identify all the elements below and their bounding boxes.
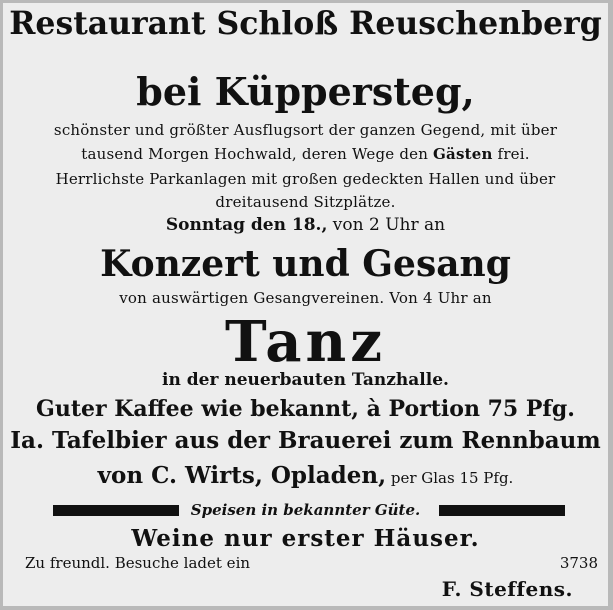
- brewery-name: von C. Wirts, Opladen,: [97, 462, 387, 489]
- description-line-3: Herrlichste Parkanlagen mit großen gedeckten Hallen und über: [55, 170, 556, 188]
- guests-word: Gästen: [433, 145, 493, 163]
- beer-offer-line-2: [3, 462, 608, 489]
- beer-offer-line-1: Ia. Tafelbier aus der Brauerei zum Rennbaum: [10, 427, 601, 454]
- description-line-4: dreitausend Sitzplätze.: [215, 193, 396, 211]
- event-date-time: von 2 Uhr an: [327, 215, 446, 235]
- event-date: [3, 215, 608, 235]
- newspaper-advertisement: [3, 3, 608, 606]
- choir-info: von auswärtigen Gesangvereinen. Von 4 Uhr an: [119, 289, 492, 307]
- description-line-2-end: frei.: [492, 145, 530, 163]
- restaurant-title: Restaurant Schloß Reuschenberg: [9, 5, 602, 42]
- beer-price: per Glas 15 Pfg.: [386, 469, 514, 487]
- invitation-text: Zu freundl. Besuche ladet ein: [25, 554, 251, 572]
- description-line-2: [3, 145, 608, 163]
- dance-heading: Tanz: [224, 309, 387, 375]
- concert-heading: Konzert und Gesang: [100, 243, 511, 285]
- wine-offer: Weine nur erster Häuser.: [131, 525, 480, 552]
- location-subtitle: bei Küppersteg,: [136, 69, 475, 114]
- event-date-day: Sonntag den 18.,: [165, 215, 328, 235]
- proprietor-signature: F. Steffens.: [441, 577, 573, 601]
- description-line-1: schönster und größter Ausflugsort der ganzen Gegend, mit über: [53, 121, 558, 139]
- food-offer: Speisen in bekannter Güte.: [190, 501, 421, 519]
- coffee-offer: Guter Kaffee wie bekannt, à Portion 75 Pfg.: [36, 396, 575, 422]
- ad-number: 3738: [559, 554, 598, 572]
- dance-hall-info: in der neuerbauten Tanzhalle.: [162, 370, 449, 390]
- description-line-2-start: tausend Morgen Hochwald, deren Wege den: [81, 145, 434, 163]
